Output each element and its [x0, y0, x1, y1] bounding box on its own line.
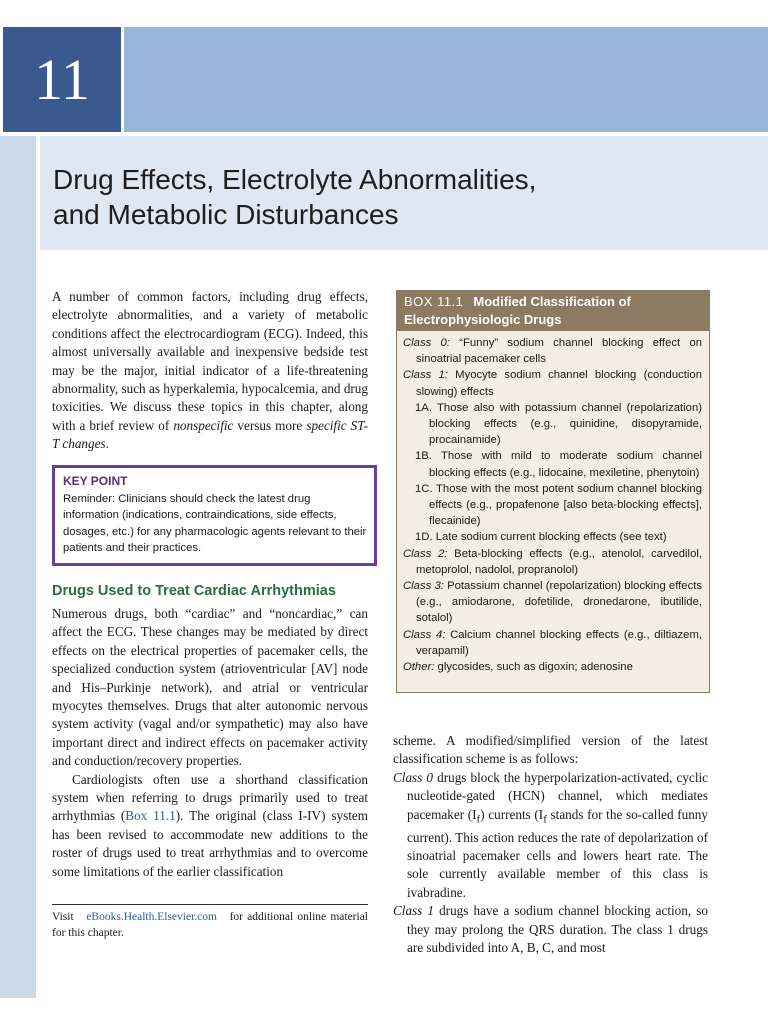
key-point-box — [52, 465, 377, 566]
chapter-title — [53, 162, 733, 232]
class-0-sub-1: f — [476, 813, 481, 826]
box-item-text: Potassium channel (repolarization) blocking effects (e.g., amiodarone, dofetilide, dronedarone, ibutilide, sotalol) — [416, 580, 703, 625]
box-item-text: 1C. Those with the most potent sodium channel blocking effects (e.g., propafenone [also beta-blocking effects], flecainide) — [415, 482, 702, 528]
section-paragraph-1: Numerous drugs, both “cardiac” and “noncardiac,” can affect the ECG. These changes may be mediated by direct effects on the electrical properties of pacemaker cells, the specialized conduction system (atrioventricular [AV] node and His–Purkinje network), and atrial or ventricular myocytes themselves. Drugs that alter autonomic nervous system activity (vagal and/or sympathetic) may also have important direct and indirect effects on pacemaker activity and conduction/recovery properties. — [52, 606, 368, 769]
chapter-number: 11 — [3, 27, 121, 132]
box-item-text: Beta-blocking effects (e.g., atenolol, carvedilol, metoprolol, nadolol, propranolol) — [416, 547, 702, 576]
key-point-text: Reminder: Clinicians should check the latest drug information (indications, contraindications, side effects, dosages, etc.) for any pharmacologic agents relevant to their patients and their practices. — [63, 492, 367, 554]
box-item — [403, 659, 702, 675]
box-title: Modified Classification of Electrophysiologic Drugs — [404, 294, 631, 327]
section-paragraph-2 — [52, 771, 368, 881]
footnote-text: for additional online material for this chapter. — [52, 911, 368, 939]
box-item — [403, 529, 702, 545]
box-item-class: Class 2: — [403, 547, 448, 560]
title-line-2: and Metabolic Disturbances — [53, 199, 399, 230]
box-body — [397, 331, 709, 675]
intro-em-nonspecific: nonspecific — [173, 417, 234, 433]
intro-em-specific: specific ST-T changes — [52, 417, 368, 452]
box-label: BOX 11.1 — [404, 294, 464, 309]
key-point-title: KEY POINT — [63, 474, 128, 488]
box-item-text: 1A. Those also with potassium channel (repolarization) blocking effects (e.g., quinidine, disopyramide, procainamide) — [415, 401, 702, 447]
box-header — [397, 291, 709, 331]
box-item — [403, 335, 702, 367]
box-item-text: Calcium channel blocking effects (e.g., diltiazem, verapamil) — [416, 628, 703, 657]
intro-text-a: A number of common factors, including drug effects, electrolyte abnormalities, and a variety of metabolic conditions affect the electrocardiogram (ECG). Indeed, this almost universally available and inexpensive bedside test may be the major, initial indicator of a life-threatening abnormality, such as hyperkalemia, hypocalcemia, and drug toxicities. We discuss these topics in this chapter, along with a brief review of — [52, 289, 368, 433]
intro-text-b: versus more — [233, 417, 307, 433]
class-0-text-b: ) currents (I — [480, 806, 544, 822]
box-item-class: Class 4: — [403, 628, 446, 641]
class-1-text: drugs have a sodium channel blocking action, so they may prolong the QRS duration. The class 1 drugs are subdivided into A, B, C, and most — [407, 903, 708, 956]
title-line-1: Drug Effects, Electrolyte Abnormalities, — [53, 164, 537, 195]
box-item — [403, 367, 702, 399]
box-reference-link[interactable]: Box 11.1 — [125, 808, 176, 824]
box-item-class: Other: — [403, 661, 435, 674]
footnote-rule — [52, 904, 368, 905]
p2-text-b: ). The original (class I-IV) system has been revised to accommodate new additions to the roster of drugs used to treat arrhythmias and to overcome some limitations of the earlier classification — [52, 808, 369, 879]
footnote-visit: Visit — [52, 911, 74, 923]
class-0-text-c: stands for the so-called funny current). This action reduces the rate of depolarization of sinoatrial pacemaker cells and lowers heart rate. The sole currently available member of this class is ivabradine. — [407, 806, 708, 900]
box-item-text: Myocyte sodium channel blocking (conduction slowing) effects — [416, 369, 702, 398]
box-item-class: Class 1: — [403, 369, 448, 382]
class-1-paragraph — [393, 902, 708, 957]
p2-text-a: Cardiologists often use a shorthand classification system when referring to drugs primarily used to treat arrhythmias ( — [52, 771, 368, 824]
class-1-label: Class 1 — [393, 903, 434, 919]
box-item — [403, 578, 702, 627]
box-item-text: 1B. Those with mild to moderate sodium channel blocking effects (e.g., lidocaine, mexiletine, phenytoin) — [415, 450, 702, 479]
intro-text-c: . — [105, 436, 109, 452]
class-0-sub-2: f — [543, 813, 547, 826]
section-heading: Drugs Used to Treat Cardiac Arrhythmias — [52, 583, 336, 599]
box-item — [403, 546, 702, 578]
box-item — [403, 481, 702, 530]
box-item-class: Class 0: — [403, 337, 450, 349]
footnote-link[interactable]: eBooks.Health.Elsevier.com — [86, 911, 217, 923]
footnote — [52, 909, 368, 941]
box-item-class: Class 3: — [403, 580, 444, 593]
class-0-label: Class 0 — [393, 769, 434, 785]
intro-paragraph — [52, 288, 368, 454]
box-item-text: “Funny” sodium channel blocking effect on sinoatrial pacemaker cells — [416, 337, 702, 366]
section-body — [52, 605, 368, 881]
box-item — [403, 400, 702, 449]
classification-box — [396, 290, 710, 693]
class-0-paragraph — [393, 769, 708, 902]
box-item — [403, 448, 702, 480]
right-body — [393, 732, 708, 958]
right-paragraph-1: scheme. A modified/simplified version of the latest classification scheme is as follows: — [393, 733, 708, 767]
class-0-text-a: drugs block the hyperpolarization-activated, cyclic nucleotide-gated (HCN) channel, which mediates pacemaker (I — [407, 769, 708, 822]
header-band — [124, 27, 768, 132]
box-item-text: 1D. Late sodium current blocking effects (see text) — [415, 531, 667, 544]
box-item-text: glycosides, such as digoxin; adenosine — [434, 661, 633, 674]
left-margin-strip — [0, 136, 36, 998]
box-item — [403, 627, 702, 659]
